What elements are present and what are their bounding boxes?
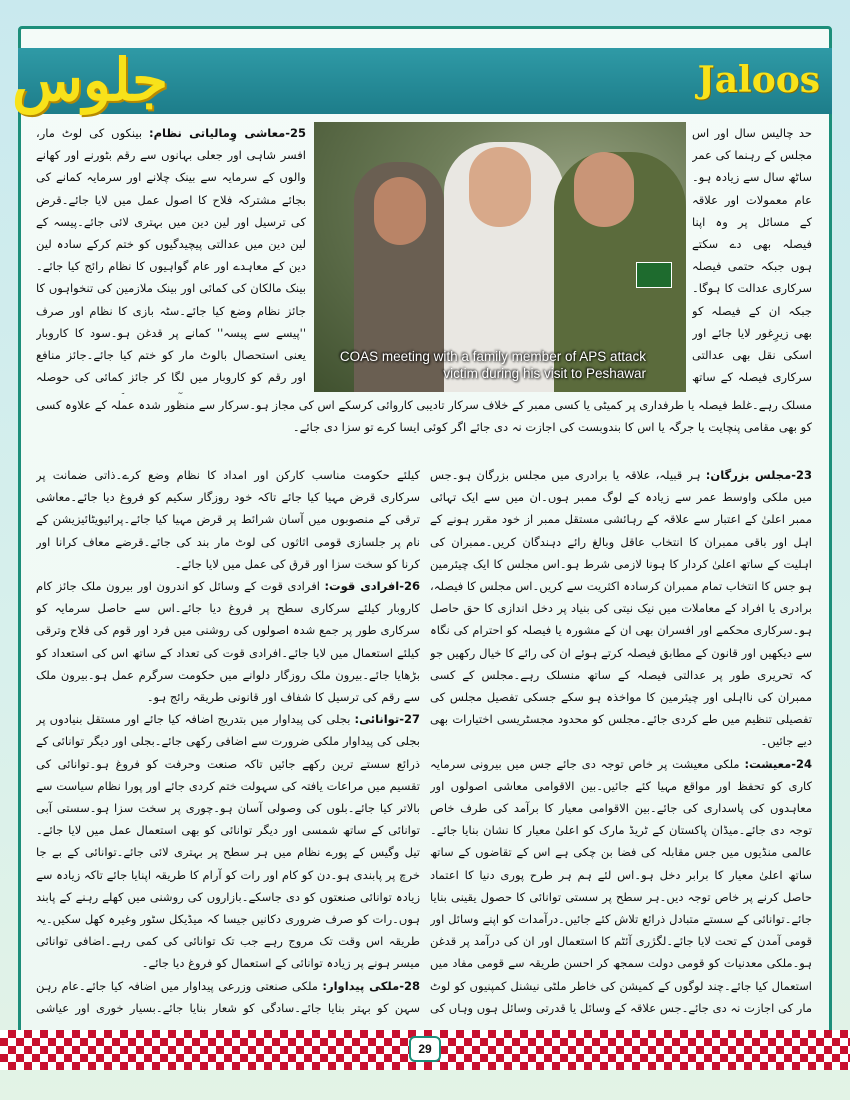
photo-figure-left-head [374,177,426,245]
magazine-logo-urdu: جلوس [12,46,168,114]
pakistan-flag-patch-icon [636,262,672,288]
section-27 [36,708,420,974]
news-photo [314,122,686,392]
section-heading-26: 26-افرادی قوت: [324,579,420,594]
article-column-top-left [36,122,306,394]
section-body-25: بینکوں کی لوٹ مار، افسر شاہی اور جعلی بہانوں سے رقم بٹورنے اور کھانے والوں کے سرمایہ سے بینک چلانے اور سرمایہ کمانے کی بجائے مشترکہ فلاح کا اصول عمل میں لایا جائے۔قرض کی ترسیل اور لین دین میں بہتری لائی جائے۔پیسہ کے لین دین میں عدالتی پیچیدگیوں کو ختم کرکے سادہ لین دین کے معاہدے اور عام گواہیوں کا نظام رائج کیا جائے۔بینک مالکان کی کمائی اور بینک ملازمین کی تنخواہوں کا جائز نظام وضع کیا جائے۔سٹہ بازی کا نظام اور صرف ''پیسے سے پیسہ'' کمانے پر قدغن ہو۔سود کا کاروبار یعنی استحصال بالوٹ مار کو ختم کیا جائے۔جائز منافع اور رقم کو کاروبار میں لگا کر جائز کمائی کی حوصلہ [36,126,306,385]
photo-figure-center-head [469,147,531,227]
full-width-paragraph [36,394,812,462]
section-body-26: افرادی قوت کے وسائل کو اندرون اور بیرون ملک جائز کام کاروبار کیلئے سرکاری سطح پر فروغ دیا جائے۔اس سے حاصل سرمایہ کو سرکاری طور پر جمع شدہ اصولوں کی روشنی میں فرد اور قوم کی فلاح وترقی کیلئے استعمال میں لایا جائے۔افرادی قوت کی تعداد کے ساتھ اس کی استعداد کو بڑھایا جائے۔بیرون ملک روزگار دلوانے میں حکومت سرگرم عمل ہو۔بیرون ملک سے رقم کی ترسیل کا شفاف اور قانونی طریقہ رائج ہو۔ [36,579,420,705]
full-width-text: مسلک رہے۔غلط فیصلہ یا طرفداری پر کمیٹی یا کسی ممبر کے خلاف سرکار تادیبی کاروائی کرسکے اس کی مجاز ہو۔سرکار سے منظور شدہ عملہ کے علاوہ کسی کو بھی مقامی پنچایت یا جرگہ یا اس کا بندوبست کی اجازت نہ دی جائے اگر کوئی ایسا کرے تو سزا دی جائے۔ [36,398,812,435]
section-heading-25: 25-معاشی وِمالیاتی نظام: [149,126,306,140]
top-right-text: حد چالیس سال اور اس مجلس کے رہنما کی عمر ساٹھ سال سے زیادہ ہو۔عام معمولات اور علاقہ کے مسائل پر وہ اپنا فیصلہ بھی دے سکتے ہوں جبکہ حتمی فیصلہ سرکاری عدالت کا ہوگا۔جبکہ ان کے فیصلہ کو بھی زیرِغور لایا جائے اور اسکی نقل بھی عدالتی سرکاری فیصلہ کے ساتھ [692,126,812,385]
page-number: 29 [409,1036,441,1062]
magazine-logo-english: Jaloos [697,59,820,101]
section-26 [36,575,420,708]
article-column-top-right [692,122,812,394]
section-heading-24: 24-معیشت: [744,756,812,771]
section-body-28: ملکی صنعتی وزرعی پیداوار میں اضافہ کیا جائے۔عام رہن سہن کو بہتر بنایا جائے۔سادگی کو شعار بنایا جائے۔بسیار خوری اور عیاشی [36,978,420,1015]
section-heading-27: 27-توانائی: [354,712,420,727]
section-23 [430,464,812,753]
photo-figure-right-head [574,152,634,227]
section-heading-28: 28-ملکی پیداوار: [322,978,420,993]
section-body-24: ملکی معیشت پر خاص توجہ دی جائے جس میں بیرونی سرمایہ کاری کو تحفظ اور مواقع مہیا کئے جائیں۔بین الاقوامی معاشی اصولوں اور معاہدوں کی پاسداری کی جائے۔بین الاقوامی معیار کا برآمد کی طرف خاص توجہ دی جائے۔میڈان پاکستان کے ٹریڈ مارک کو اعلیٰ معیار کا نشان بنایا جائے۔عالمی منڈیوں میں جس مقابلہ کی فضا بن چکی ہے اس کے تقاضوں کے ساتھ ساتھ اعلیٰ معیار کا برابر دخل ہو۔اس لئے ہم ہر طرح پوری دنیا کا اعتماد حاصل کرنے پر خاص توجہ دیں۔ہر سطح پر سستی توانائی کا حصول یقینی بنایا جائے۔توانائی کے سستے متبادل ذرائع تلاش کئے جائیں۔درآمدات کو اپنے وسائل اور قومی آمدن کے تحت لایا جائے۔لگژری آئٹم کا استعمال اور ان کی درآمد پر قدغن ہو۔ملکی معدنیات کو قومی دولت سمجھ کر احسن طریقہ سے قومی مفاد میں استعمال کیا جائے۔چند لوگوں کے کمیشن کی خاطر ملٹی نیشنل کمپنیوں کو لوٹ مار کی اجازت نہ دی جائے۔جس علاقہ کے وسائل یا قدرتی وسائل ہوں وہاں کی [430,756,812,1015]
section-25-continuation [36,464,420,575]
article-column-left [36,464,420,1020]
section-24 [430,753,812,1020]
section-body-23: ہر قبیلہ، علاقہ یا برادری میں مجلس بزرگان ہو۔جس میں ملکی واوسط عمر سے زیادہ کے لوگ ممبر ہوں۔ان میں سے ایک تہائی ممبر اعلیٰ کے اعتبار سے علاقہ کے رہائشی مستقل ممبر از خود مقرر ہونے کے اہل اور باقی ممبران کا انتخاب عاقل وبالغ رائے دہندگان کریں۔ممبران کی اہلیت کے ساتھ اعلیٰ کردار کا ہونا لازمی شرط ہو۔اس مجلس کا ایک چیئرمین ہو جس کا انتخاب تمام ممبران کرسادہ اکثریت سے کریں۔اس مجلس کا فیصلہ، برادری یا افراد کے معاملات میں نیک نیتی کی بنیاد پر دخل اندازی کا حق حاصل ہو۔سرکاری محکمے اور افسران بھی ان کے مشورہ یا فیصلہ کو احترام کی نگاہ سے دیکھیں اور قانون کے مطابق فیصلہ کرتے ہوئے ان کی رائے کا خیال رکھیں جو کہ تحریری طور پر عدالتی فیصلہ کے ساتھ منسلک رہے۔مجلس کے کسی ممبران کی نااہلی اور چیئرمین کا مواخذہ ہو سکے جسکی تفصیل مجلس کی تفصیلی تنظیم میں طے کردی جائے۔مجلس کو محدود مجسٹریسی اختیارات بھی دیے جائیں۔ [430,468,812,749]
section-body-27: بجلی کی پیداوار میں بتدریج اضافہ کیا جائے اور مستقل بنیادوں پر بجلی کی پیداوار ملکی ضرورت سے اضافی رکھی جائے۔بجلی اور دیگر توانائی کے ذرائع سستے ترین رکھے جائیں تاکہ صنعت وحرفت کو فروغ ہو۔توانائی کی تقسیم میں مراعات یافتہ کی سہولت ختم کردی جائے اور پورا نظام سیاست سے بالاتر کیا جائے۔بلوں کی وصولی آسان ہو۔چوری پر سخت سزا ہو۔سستی آبی توانائی کے ساتھ شمسی اور دیگر توانائی کو بھی استعمال عمل میں لایا جائے۔تیل وگیس کے پورے نظام میں ہر سطح پر بہتری لائی جائے۔توانائی کے بے جا خرچ پر پابندی ہو۔دن کو کام اور رات کو آرام کا طریقہ اپنایا جائے تاکہ زیادہ سے زیادہ توانائی صنعتوں کو دی جاسکے۔بازاروں کی روشنی میں کھلے رہنے کے پابند ہوں۔رات کو صرف ضروری دکانیں جیسا کہ میڈیکل سٹور وغیرہ کھل سکیں۔یہ طریقہ اس وقت تک مروج رہے جب تک توانائی کی کمی رہے۔اضافی توانائی میسر ہونے پر زیادہ توانائی کے استعمال کو فروغ دیا جائے۔ [36,712,420,971]
section-heading-23: 23-مجلس بزرگان: [705,468,812,482]
article-column-right [430,464,812,1020]
section-28 [36,975,420,1020]
photo-caption: COAS meeting with a family member of APS attack victim during his visit to Peshawar [339,349,646,381]
section-25-continuation-text: کیلئے حکومت مناسب کارکن اور امداد کا نظام وضع کرے۔ذاتی ضمانت پر سرکاری قرض مہیا کیا جائے تاکہ خود روزگار سکیم کو فروغ دیا جائے۔معاشی ترقی کے منصوبوں میں آسان شرائط پر قرض مہیا کیا جائے۔پرائیویٹائیزیشن کے نام پر جلسازی قومی اثاثوں کی لوٹ مار بند کی جائے۔قرضے معاف کرانا اور کرنا کو سخت سزا اور قرق کی عمل میں لایا جائے۔ [36,468,420,571]
